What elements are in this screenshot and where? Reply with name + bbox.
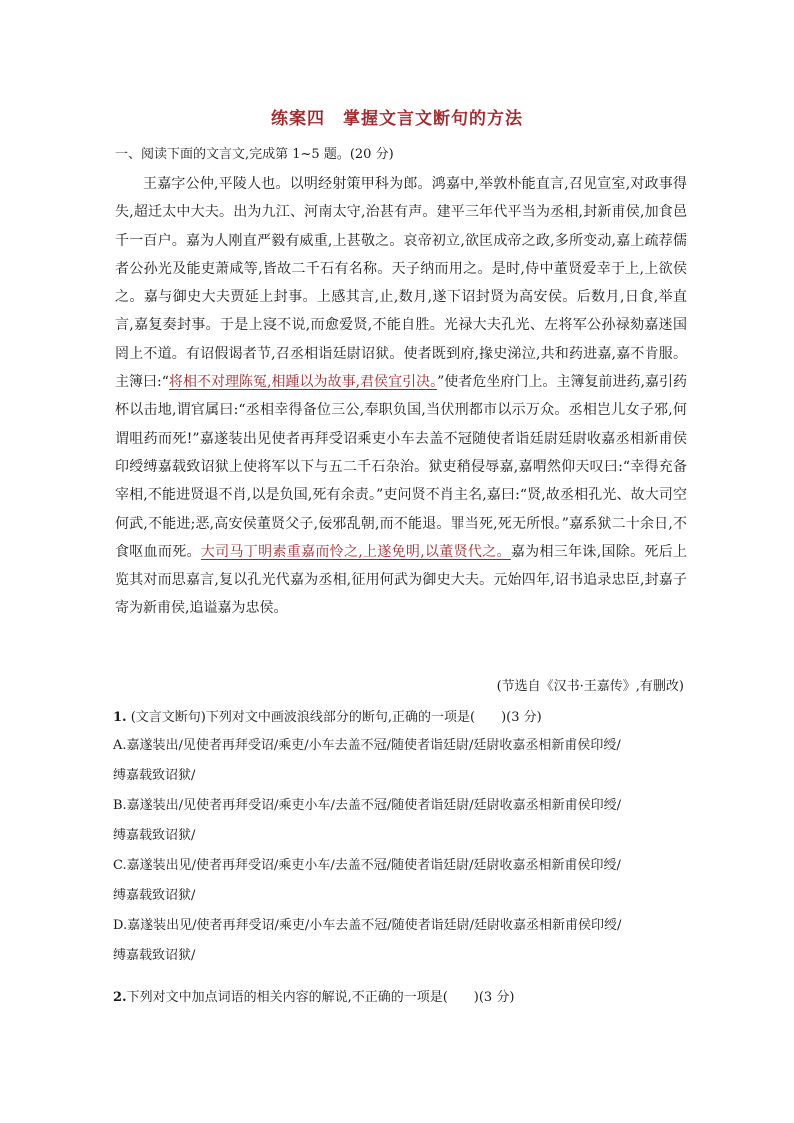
option-line: 缚嘉载致诏狱/ <box>113 768 196 783</box>
option-line: 缚嘉载致诏狱/ <box>113 888 196 903</box>
question-stem-text: (文言文断句)下列对文中画波浪线部分的断句,正确的一项是( )(3 分) <box>130 710 542 725</box>
option-c[interactable] <box>113 851 687 911</box>
underlined-sentence-2: 大司马丁明素重嘉而怜之,上遂免明,以董贤代之。 <box>200 543 511 560</box>
option-b[interactable] <box>113 791 687 851</box>
classical-passage <box>115 170 687 623</box>
option-line: C.嘉遂装出见/使者再拜受诏/乘吏小车/去盖不冠/随使者诣廷尉/廷尉收嘉丞相新甫侯印绶/ <box>113 858 621 873</box>
option-line: B.嘉遂装出/见使者再拜受诏/乘吏小车/去盖不冠/随使者诣廷尉/廷尉收嘉丞相新甫侯印绶/ <box>113 798 621 813</box>
option-line: 缚嘉载致诏狱/ <box>113 948 196 963</box>
question-1-stem <box>113 705 687 731</box>
underlined-sentence-1: 将相不对理陈冤,相踵以为故事,君侯宜引决。 <box>168 374 438 391</box>
question-number: 1. <box>113 710 127 725</box>
title-part2: 掌握文言文断句的方法 <box>343 109 523 129</box>
passage-text-1: 王嘉字公仲,平陵人也。以明经射策甲科为郎。鸿嘉中,举敦朴能直言,召见宣室,对政事得失,超迁太中大夫。出为九江、河南太守,治甚有声。建平三年代平当为丞相,封新甫侯,加食邑千一百户。嘉为人刚直严毅有威重,上甚敬之。哀帝初立,欲匡成帝之政,多所变动,嘉上疏荐儒者公孙光及能吏萧咸等,皆故二千石有名称。天子纳而用之。是时,侍中董贤爱幸于上,上欲侯之。嘉与御史大夫贾延上封事。上感其言,止,数月,遂下诏封贤为高安侯。后数月,日食,举直言,嘉复奏封事。于是上寖不说,而愈爱贤,不能自胜。光禄大夫孔光、左将军公孙禄劾嘉迷国罔上不道。有诏假谒者节,召丞相诣廷尉诏狱。使者既到府,掾史涕泣,共和药进嘉,嘉不肯服。主簿曰:“ <box>115 176 687 391</box>
question-stem-text: 下列对文中加点词语的相关内容的解说,不正确的一项是( )(3 分) <box>126 990 515 1005</box>
option-line: A.嘉遂装出/见使者再拜受诏/乘吏/小车去盖不冠/随使者诣廷尉/廷尉收嘉丞相新甫侯印绶/ <box>113 738 621 753</box>
passage-paragraph <box>115 170 687 623</box>
option-d[interactable] <box>113 911 687 971</box>
question-2 <box>113 985 687 1011</box>
page-title <box>0 104 794 129</box>
option-line: 缚嘉载致诏狱/ <box>113 828 196 843</box>
passage-text-3: 嘉为相三年诛,国除。死后上览其对而思嘉言,复以孔光代嘉为丞相,征用何武为御史大夫。元始四年,诏书追录忠臣,封嘉子寄为新甫侯,追谥嘉为忠侯。 <box>115 543 688 617</box>
passage-text-2: ”使者危坐府门上。主簿复前进药,嘉引药杯以击地,谓官属曰:“丞相幸得备位三公,奉职负国,当伏刑都市以示万众。丞相岂儿女子邪,何谓咀药而死!”嘉遂装出见使者再拜受诏乘吏小车去盖不冠随使者诣廷尉廷尉收嘉丞相新甫侯印绶缚嘉载致诏狱上使将军以下与五二千石杂治。狱吏稍侵辱嘉,嘉喟然仰天叹曰:“幸得充备宰相,不能进贤退不肖,以是负国,死有余责。”吏问贤不肖主名,嘉曰:“贤,故丞相孔光、故大司空何武,不能进;恶,高安侯董贤父子,佞邪乱朝,而不能退。罪当死,死无所恨。”嘉系狱二十余日,不食呕血而死。 <box>115 374 688 560</box>
source-citation: (节选自《汉书·王嘉传》,有删改) <box>496 679 684 694</box>
section-instruction: 一、阅读下面的文言文,完成第 1~5 题。(20 分) <box>115 147 394 162</box>
option-line: D.嘉遂装出见/使者再拜受诏/乘吏/小车去盖不冠/随使者诣廷尉/廷尉收嘉丞相新甫侯印绶/ <box>113 918 622 933</box>
question-number: 2. <box>113 990 127 1005</box>
question-1 <box>113 705 687 971</box>
title-part1: 练案四 <box>271 109 325 129</box>
option-a[interactable] <box>113 731 687 791</box>
question-2-stem <box>113 985 687 1011</box>
